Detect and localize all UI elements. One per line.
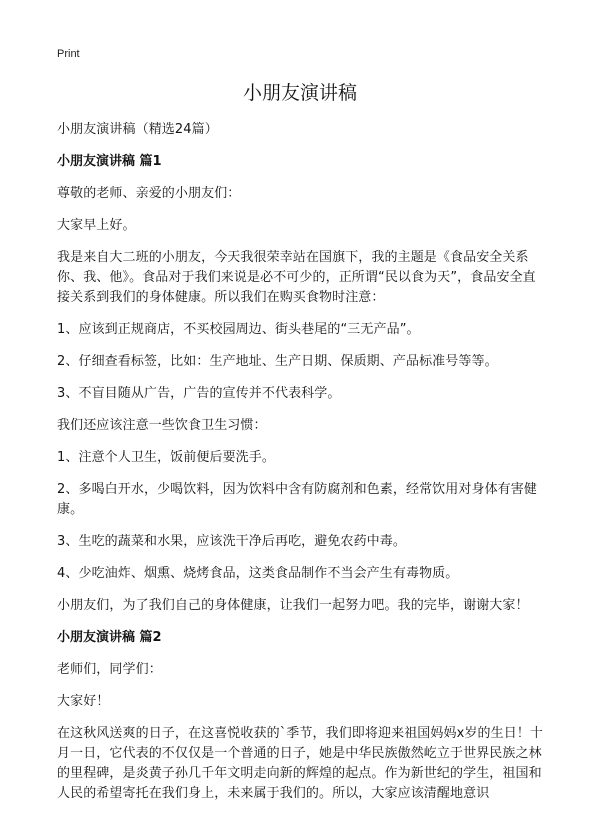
paragraph: 2、仔细查看标签，比如：生产地址、生产日期、保质期、产品标准号等等。 xyxy=(57,354,498,369)
paragraph: 4、少吃油炸、烟熏、烧烤食品，这类食品制作不当会产生有毒物质。 xyxy=(57,566,459,581)
paragraph: 2、多喝白开水，少喝饮料，因为饮料中含有防腐剂和色素，经常饮用对身体有害健康。 xyxy=(57,482,537,517)
paragraph: 大家早上好。 xyxy=(57,218,136,233)
paragraph: 1、应该到正规商店，不买校园周边、街头巷尾的“三无产品”。 xyxy=(57,322,420,337)
section-2 xyxy=(57,628,547,804)
document-body xyxy=(57,120,547,816)
paragraph: 在这秋风送爽的日子，在这喜悦收获的`季节，我们即将迎来祖国妈妈x岁的生日！十月一日，它代表的不仅仅是一个普通的日子，她是中华民族傲然屹立于世界民族之林的里程碑，是炎黄子孙几千年文明走向新的辉煌的起点。作为新世纪的学生，祖国和人民的希望寄托在我们身上，未来属于我们的。所以，大家应该清醒地意识 xyxy=(57,726,543,801)
section-heading: 小朋友演讲稿 篇2 xyxy=(57,630,162,645)
paragraph: 老师们，同学们： xyxy=(57,662,162,677)
paragraph: 3、生吃的蔬菜和水果，应该洗干净后再吃，避免农药中毒。 xyxy=(57,534,406,549)
paragraph: 我是来自大二班的小朋友，今天我很荣幸站在国旗下，我的主题是《食品安全关系你、我、他》。食品对于我们来说是必不可少的，正所谓“民以食为天”，食品安全直接关系到我们的身体健康。所以我们在购买食物时注意： xyxy=(57,250,536,305)
paragraph: 3、不盲目随从广告，广告的宣传并不代表科学。 xyxy=(57,386,341,401)
section-heading: 小朋友演讲稿 篇1 xyxy=(57,154,162,169)
paragraph: 小朋友们，为了我们自己的身体健康，让我们一起努力吧。我的完毕，谢谢大家！ xyxy=(57,598,529,613)
paragraph: 我们还应该注意一些饮食卫生习惯： xyxy=(57,418,267,433)
paragraph: 大家好！ xyxy=(57,694,110,709)
print-link[interactable]: Print xyxy=(57,48,80,60)
paragraph: 尊敬的老师、亲爱的小朋友们： xyxy=(57,186,241,201)
section-1 xyxy=(57,152,547,616)
document-title: 小朋友演讲稿 xyxy=(242,82,357,104)
document-subtitle: 小朋友演讲稿（精选24篇） xyxy=(57,122,218,137)
paragraph: 1、注意个人卫生，饭前便后要洗手。 xyxy=(57,450,275,465)
